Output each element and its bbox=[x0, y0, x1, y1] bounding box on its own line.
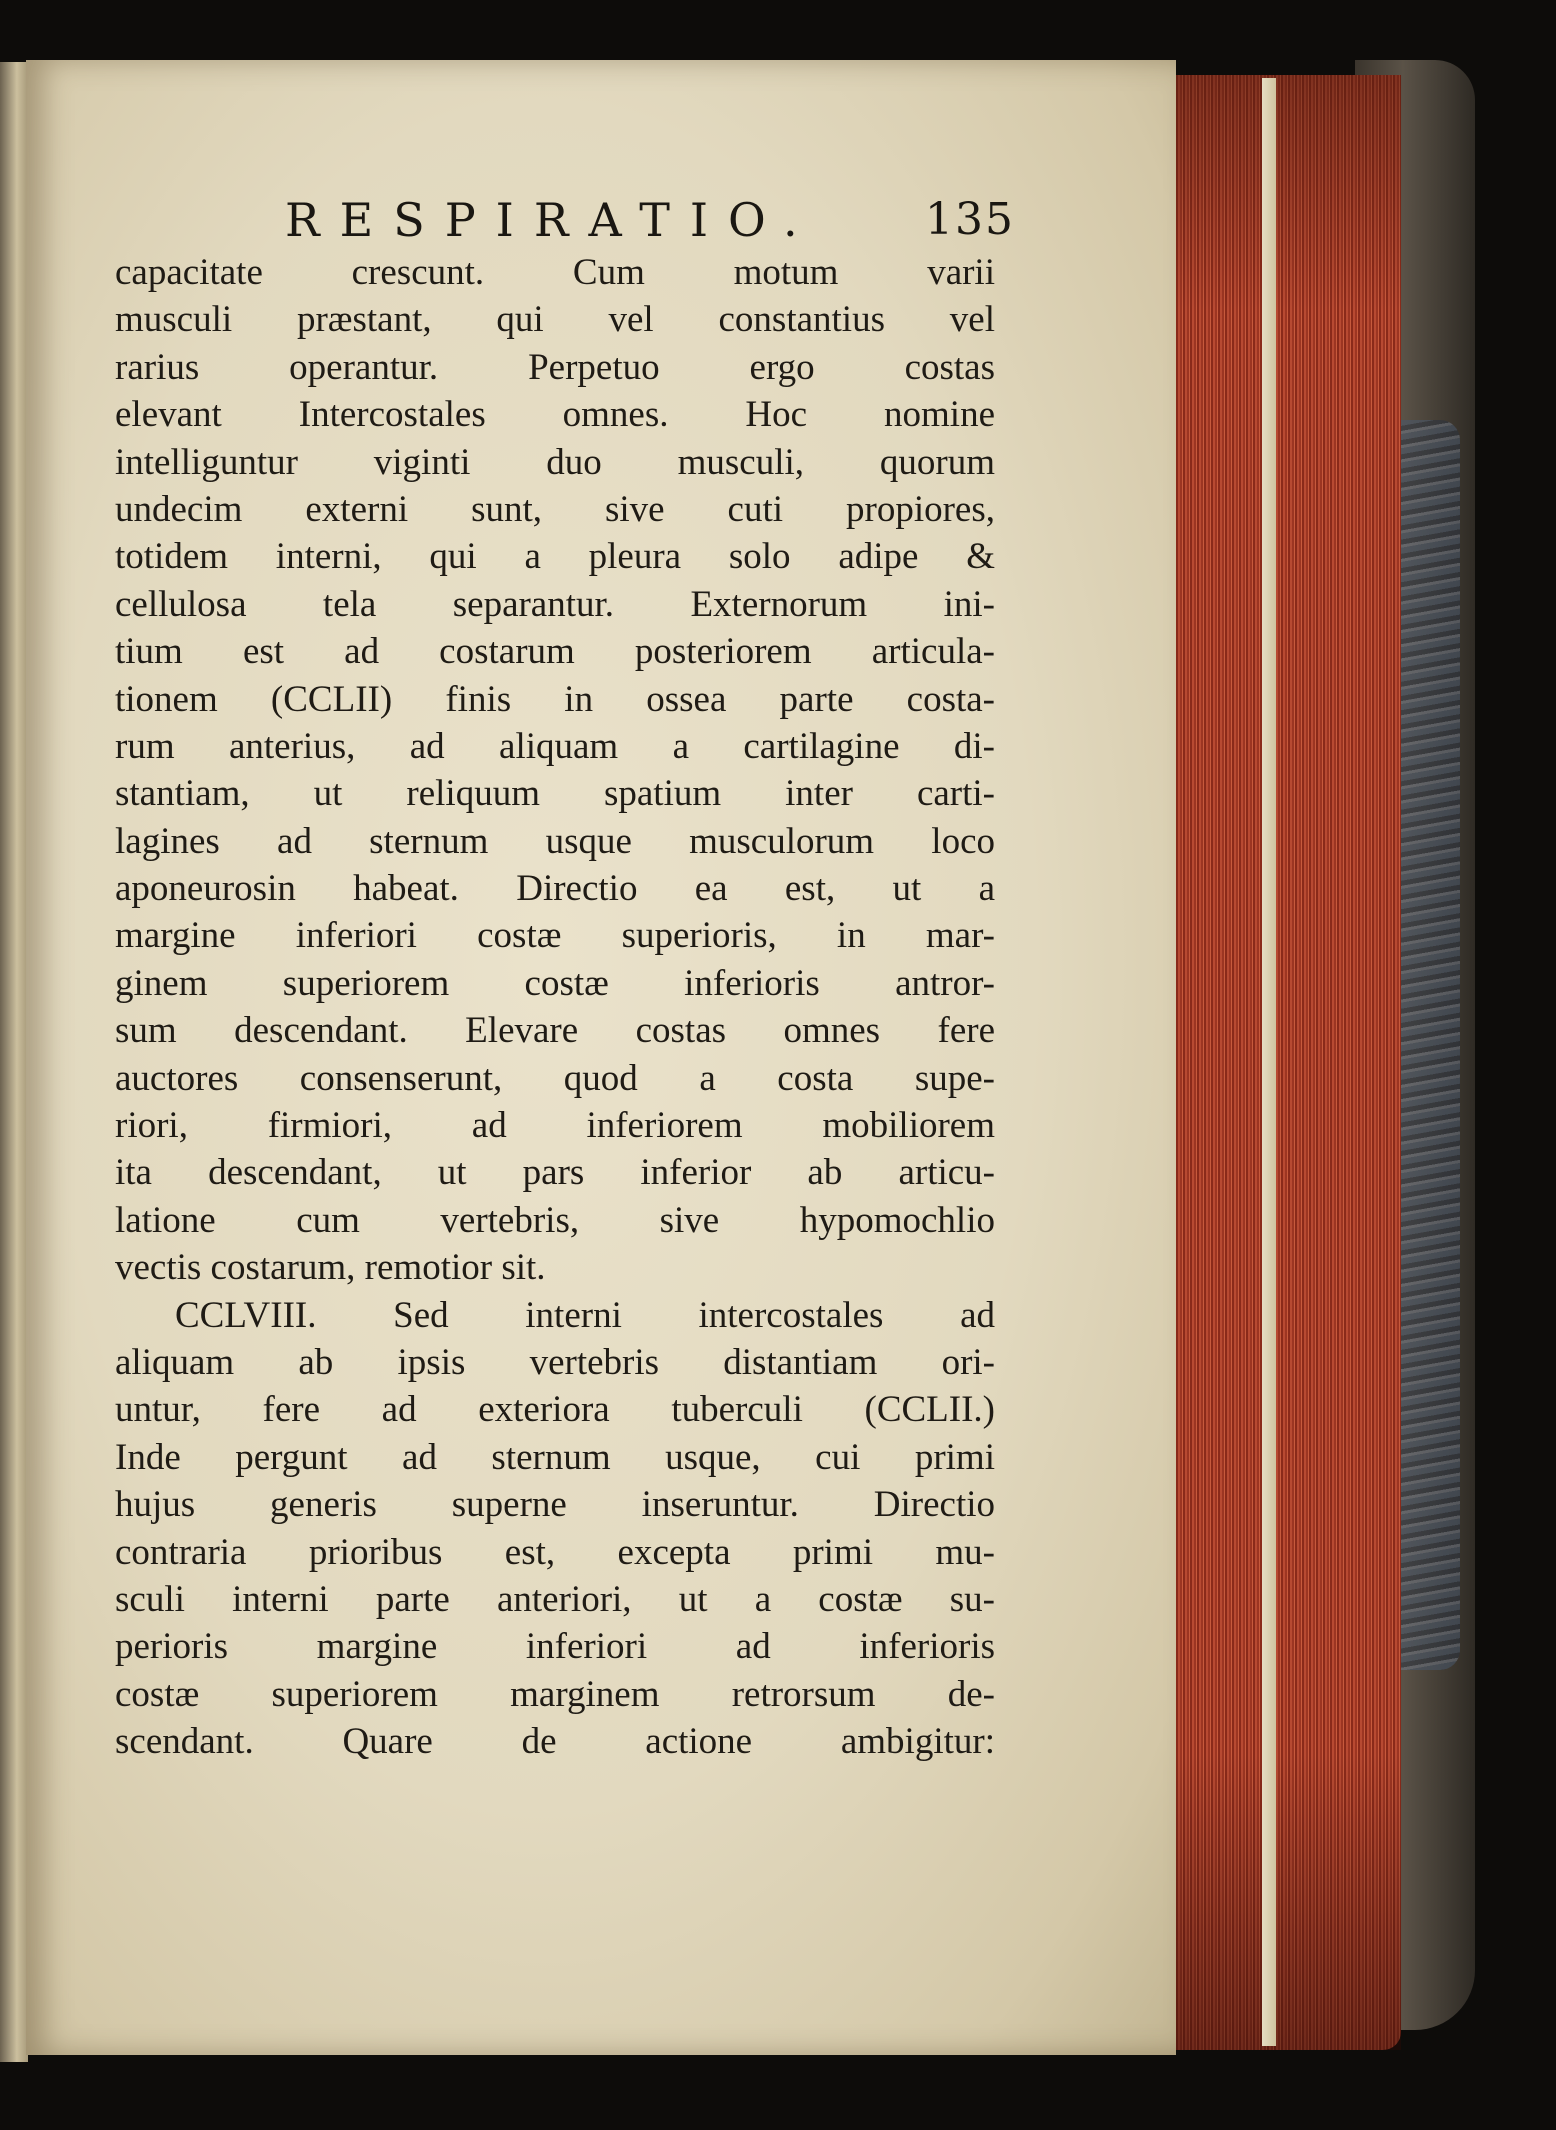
text-line: margine inferiori costæ superioris, in mar- bbox=[115, 915, 995, 957]
text-line: ita descendant, ut pars inferior ab articu- bbox=[115, 1152, 995, 1194]
text-line: musculi præstant, qui vel constantius vel bbox=[115, 299, 995, 341]
text-line: sum descendant. Elevare costas omnes fere bbox=[115, 1010, 995, 1052]
text-line: scendant. Quare de actione ambigitur: bbox=[115, 1721, 995, 1763]
text-line: costæ superiorem marginem retrorsum de- bbox=[115, 1673, 995, 1715]
text-line: elevant Intercostales omnes. Hoc nomine bbox=[115, 394, 995, 436]
text-line: cellulosa tela separantur. Externorum ini- bbox=[115, 583, 995, 625]
text-line: aliquam ab ipsis vertebris distantiam ori- bbox=[115, 1341, 995, 1383]
text-line: lagines ad sternum usque musculorum loco bbox=[115, 820, 995, 862]
text-line: capacitate crescunt. Cum motum varii bbox=[115, 252, 995, 293]
page-header bbox=[285, 188, 1015, 252]
text-line: tium est ad costarum posteriorem articula- bbox=[115, 631, 995, 673]
text-line: sculi interni parte anteriori, ut a costæ su- bbox=[115, 1578, 995, 1620]
text-line: ginem superiorem costæ inferioris antror- bbox=[115, 962, 995, 1004]
text-line: stantiam, ut reliquum spatium inter carti- bbox=[115, 773, 995, 815]
text-line: hujus generis superne inseruntur. Directio bbox=[115, 1484, 995, 1526]
text-line: vectis costarum, remotior sit. bbox=[115, 1247, 546, 1289]
text-line: perioris margine inferiori ad inferioris bbox=[115, 1626, 995, 1668]
text-line: intelliguntur viginti duo musculi, quorum bbox=[115, 441, 995, 483]
text-line: latione cum vertebris, sive hypomochlio bbox=[115, 1199, 995, 1241]
facing-page-edge bbox=[0, 62, 28, 2062]
page-edges-shading bbox=[1176, 75, 1401, 2050]
text-line: contraria prioribus est, excepta primi mu- bbox=[115, 1531, 995, 1573]
text-line: aponeurosin habeat. Directio ea est, ut a bbox=[115, 868, 995, 910]
text-line: tionem (CCLII) finis in ossea parte costa- bbox=[115, 678, 995, 720]
text-line: rarius operantur. Perpetuo ergo costas bbox=[115, 346, 995, 388]
text-line: riori, firmiori, ad inferiorem mobiliorem bbox=[115, 1105, 995, 1147]
page-edge-gap bbox=[1262, 78, 1276, 2046]
marbled-cover-edge bbox=[1400, 420, 1460, 1670]
paragraph-start-line: CCLVIII. Sed interni intercostales ad bbox=[175, 1294, 995, 1336]
text-line: undecim externi sunt, sive cuti propiores, bbox=[115, 488, 995, 530]
text-line: Inde pergunt ad sternum usque, cui primi bbox=[115, 1436, 995, 1478]
text-line: totidem interni, qui a pleura solo adipe & bbox=[115, 536, 995, 578]
text-line: auctores consenserunt, quod a costa supe- bbox=[115, 1057, 995, 1099]
text-line: untur, fere ad exteriora tuberculi (CCLII.) bbox=[115, 1389, 995, 1431]
text-line: rum anterius, ad aliquam a cartilagine di- bbox=[115, 725, 995, 767]
running-head: RESPIRATIO. bbox=[285, 193, 818, 247]
page-number: 135 bbox=[925, 194, 1015, 245]
body-text bbox=[115, 249, 995, 1766]
